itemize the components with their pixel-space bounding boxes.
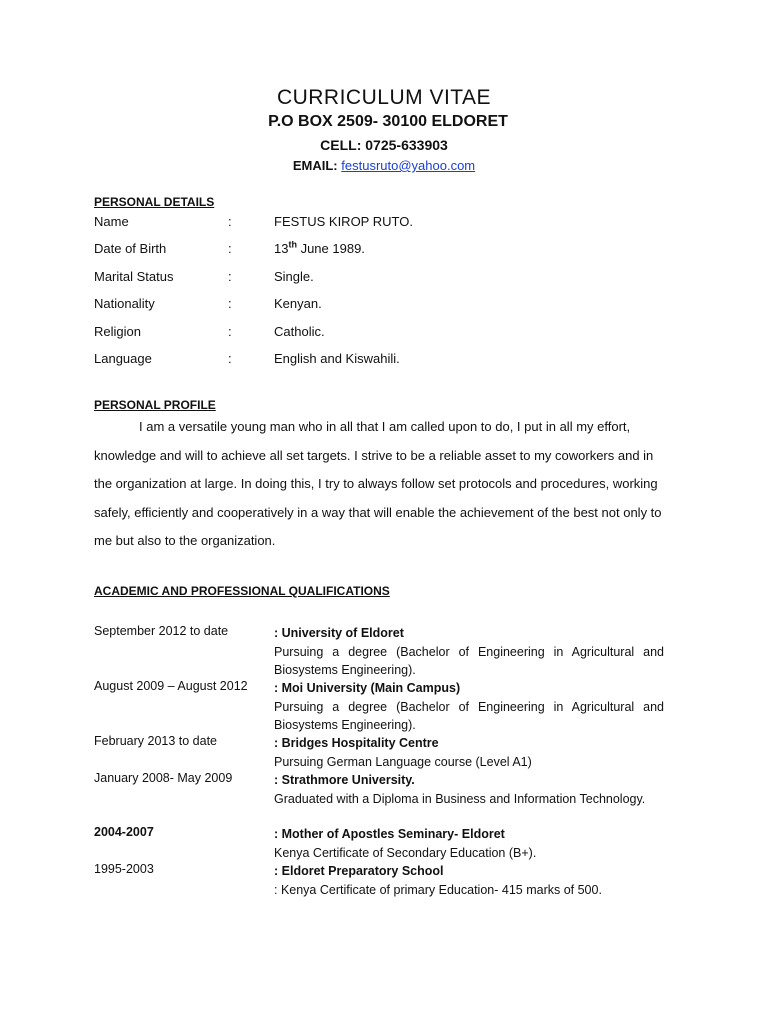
qualification-date: January 2008- May 2009 [94, 771, 233, 785]
dob-ordinal: th [288, 239, 297, 250]
qualification-body [274, 862, 664, 899]
qualification-description: Pursuing a degree (Bachelor of Engineering in Agricultural and Biosystems Engineering). [274, 699, 664, 732]
detail-value: Catholic. [274, 324, 325, 339]
qualification-body [274, 679, 664, 735]
detail-row-date-of-birth [94, 241, 694, 259]
detail-value [274, 241, 365, 256]
detail-colon: : [228, 351, 232, 366]
detail-colon: : [228, 296, 232, 311]
qualification-institution: : University of Eldoret [274, 626, 404, 640]
qualification-description: Pursuing German Language course (Level A1) [274, 754, 532, 769]
qualification-date: 1995-2003 [94, 862, 154, 876]
qualification-date: September 2012 to date [94, 624, 229, 638]
personal-details-heading: PERSONAL DETAILS [94, 195, 215, 209]
qualification-body [274, 825, 664, 862]
email-link[interactable]: festusruto@yahoo.com [341, 158, 476, 173]
detail-colon: : [228, 214, 232, 229]
email-label: EMAIL: [292, 158, 338, 173]
detail-row-marital-status [94, 269, 694, 287]
detail-label: Date of Birth [94, 241, 167, 256]
dob-rest: June 1989. [296, 241, 365, 256]
personal-profile-text: I am a versatile young man who in all that I am called upon to do, I put in all my effort, knowledge and will to achieve all set targets. I strive to be a reliable asset to my coworkers and in the organization at large. In doing this, I try to always follow set protocols and procedures, working safely, efficiently and cooperatively in a way that will enable the achievement of the best not only to me but also to the organization. [94, 419, 662, 548]
postal-address: P.O BOX 2509- 30100 ELDORET [268, 113, 508, 130]
document-title: CURRICULUM VITAE [276, 86, 492, 109]
phone-number: CELL: 0725-633903 [320, 137, 448, 153]
detail-row-language [94, 351, 694, 369]
qualification-description: Pursuing a degree (Bachelor of Engineering in Agricultural and Biosystems Engineering). [274, 644, 664, 677]
detail-row-name [94, 214, 694, 232]
qualification-date: August 2009 – August 2012 [94, 679, 248, 693]
detail-colon: : [228, 324, 232, 339]
detail-colon: : [228, 241, 232, 256]
detail-value: English and Kiswahili. [274, 351, 400, 366]
qualification-date: 2004-2007 [94, 825, 154, 839]
qualification-institution: : Moi University (Main Campus) [274, 681, 461, 695]
qualification-body [274, 771, 664, 808]
detail-value: FESTUS KIROP RUTO. [274, 214, 413, 229]
qualification-institution: : Mother of Apostles Seminary- Eldoret [274, 827, 505, 841]
qualification-body [274, 624, 664, 680]
qualifications-heading: ACADEMIC AND PROFESSIONAL QUALIFICATIONS [94, 584, 390, 598]
qualification-institution: : Strathmore University. [274, 773, 415, 787]
qualification-institution: : Eldoret Preparatory School [274, 864, 444, 878]
qualification-description: : Kenya Certificate of primary Education- 415 marks of 500. [274, 882, 602, 897]
detail-label: Nationality [94, 296, 155, 311]
qualification-date: February 2013 to date [94, 734, 217, 748]
qualification-description: Kenya Certificate of Secondary Education (B+). [274, 845, 537, 860]
detail-colon: : [228, 269, 232, 284]
detail-label: Religion [94, 324, 141, 339]
detail-value: Kenyan. [274, 296, 322, 311]
email-line [0, 158, 768, 173]
detail-label: Name [94, 214, 129, 229]
personal-profile-heading: PERSONAL PROFILE [94, 398, 216, 412]
qualification-body [274, 734, 664, 771]
detail-label: Language [94, 351, 152, 366]
detail-row-nationality [94, 296, 694, 314]
qualification-institution: : Bridges Hospitality Centre [274, 736, 439, 750]
detail-row-religion [94, 324, 694, 342]
qualification-description: Graduated with a Diploma in Business and Information Technology. [274, 791, 646, 806]
detail-value: Single. [274, 269, 314, 284]
detail-label: Marital Status [94, 269, 174, 284]
dob-day: 13 [274, 241, 289, 256]
